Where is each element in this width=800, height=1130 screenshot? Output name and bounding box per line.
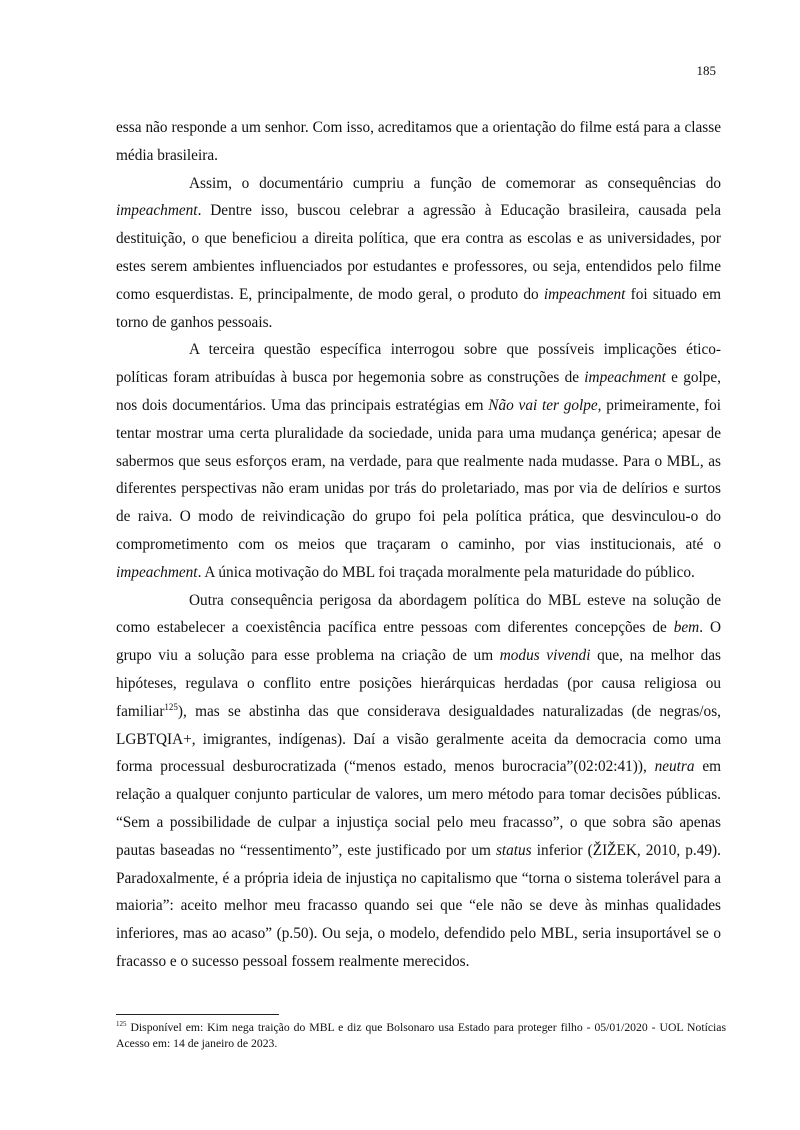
text-run: e golpe, nos dois documentários. Uma das principais estratégias em [116,369,721,414]
italic-text: impeachment [543,285,626,303]
italic-text: modus vivendi [499,647,591,665]
italic-text: status [495,841,532,859]
text-run: . Dentre isso, buscou celebrar a agressão à Educação brasileira, causada pela destituição, o que beneficiou a direita política, que era contra as escolas e as universidades, por estes serem ambientes influenciados por estudantes e professores, ou seja, entendidos pelo filme como esquerdistas. E, principalmente, de modo geral, o produto do [116,202,721,303]
footnote-separator [116,1014,279,1015]
paragraph [116,170,721,337]
paragraph [116,587,721,976]
text-run: que, na melhor das hipóteses, regulava o conflito entre posições hierárquicas herdadas (por causa religiosa ou familiar [116,647,721,720]
text-run: A terceira questão específica interrogou sobre que possíveis implicações ético-políticas foram atribuídas à busca por hegemonia sobre as construções de [116,341,721,387]
paragraph [116,336,721,586]
text-run: em relação a qualquer conjunto particular de valores, um mero método para tomar decisões públicas. “Sem a possibilidade de culpar a injustiça social pelo meu fracasso”, o que sobra são apenas pautas baseadas no “ressentimento”, este justificado por um [116,758,722,859]
text-run: Outra consequência perigosa da abordagem política do MBL esteve na solução de como estabelecer a coexistência pacífica entre pessoas com diferentes concepções de [116,591,721,637]
text-run: . O grupo viu a solução para esse problema na criação de um [116,619,721,665]
italic-text: bem [673,619,700,637]
italic-text: neutra [654,758,695,776]
text-run: . A única motivação do MBL foi traçada moralmente pela maturidade do público. [197,563,695,581]
body-text [116,114,721,976]
text-run: Assim, o documentário cumpriu a função de comemorar as consequências do [189,174,721,192]
paragraph [116,114,721,170]
italic-text: impeachment [584,369,666,387]
italic-text: impeachment [116,563,198,581]
text-run: inferior (ŽIŽEK, 2010, p.49). Paradoxalmente, é a própria ideia de injustiça no capitalismo que “torna o sistema tolerável para a maioria”: aceito melhor meu fracasso quando sei que “ele não se deve às minhas qualidades inferiores, mas ao acaso” (p.50). Ou seja, o modelo, defendido pelo MBL, seria insuportável se o fracasso e o sucesso pessoal fossem realmente merecidos. [116,841,721,970]
text-run: foi situado em torno de ganhos pessoais. [116,285,722,331]
footnote-text: Disponível em: Kim nega traição do MBL e diz que Bolsonaro usa Estado para proteger filho - 05/01/2020 - UOL Notícias Acesso em: 14 de janeiro de 2023. [116,1021,726,1050]
footnote [116,1020,726,1051]
footnote-marker: 125 [116,1020,127,1029]
italic-text: impeachment [116,202,198,220]
text-run: ), mas se abstinha das que considerava desigualdades naturalizadas (de negras/os, LGBTQIA+, imigrantes, indígenas). Daí a visão geralmente aceita da democracia como uma forma processual desburocratizada (“menos estado, menos burocracia”(02:02:41)), [116,702,721,776]
italic-text: Não vai ter golpe, [488,396,602,414]
text-run: primeiramente, foi tentar mostrar uma certa pluralidade da sociedade, unida para uma mudança genérica; apesar de sabermos que seus esforços eram, na verdade, para que realmente nada mudasse. Para o MBL, as diferentes perspectivas não eram unidas por trás do proletariado, mas por via de delírios e surtos de raiva. O modo de reivindicação do grupo foi pela política prática, que desvinculou-o do comprometimento com os meios que traçaram o caminho, por vias institucionais, até o [116,396,722,553]
page-number: 185 [696,63,716,78]
footnote-reference: 125 [164,701,178,712]
text-run: essa não responde a um senhor. Com isso, acreditamos que a orientação do filme está para a classe média brasileira. [116,119,721,164]
